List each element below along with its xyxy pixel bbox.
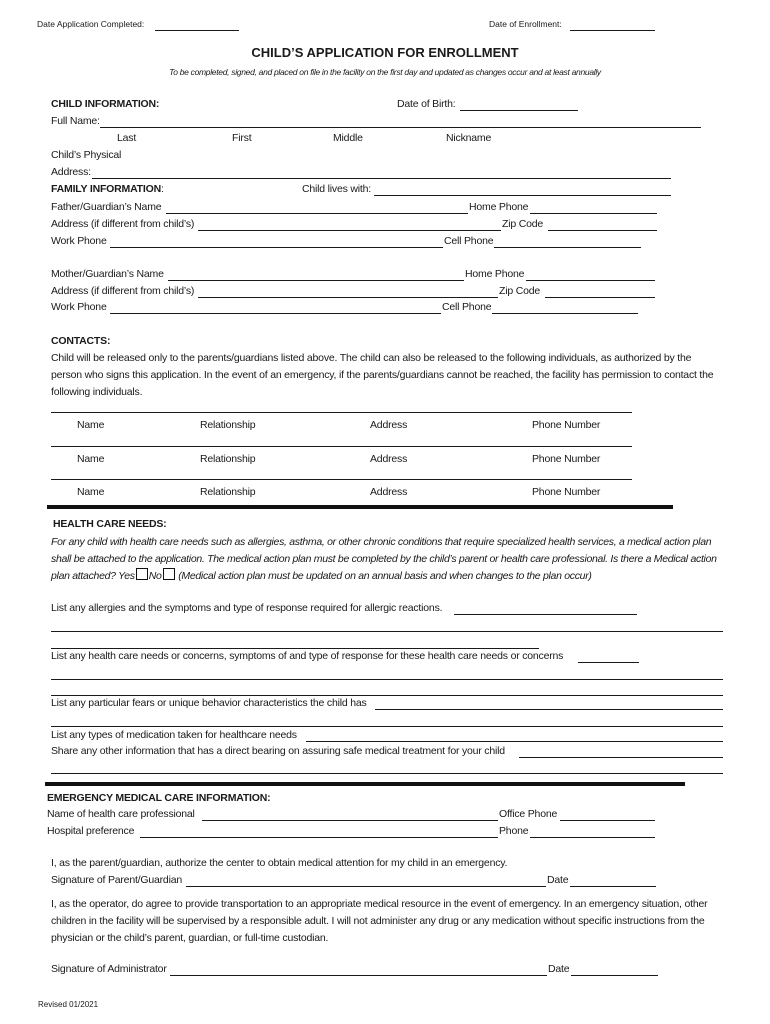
contact-row-2-line[interactable] <box>51 446 632 447</box>
parent-date-field[interactable] <box>570 886 656 887</box>
father-cell-phone-field[interactable] <box>494 247 641 248</box>
page-subtitle: To be completed, signed, and placed on file in the facility on the first day and updated as changes occur and at least annually <box>169 67 601 77</box>
needs-field-3[interactable] <box>51 695 723 696</box>
father-zip-label: Zip Code <box>502 218 544 230</box>
health-heading: HEALTH CARE NEEDS: <box>53 518 167 530</box>
allergies-field[interactable] <box>454 614 637 615</box>
child-address-field[interactable] <box>92 178 671 179</box>
office-phone-field[interactable] <box>560 820 655 821</box>
contact-row-3-line[interactable] <box>51 479 632 480</box>
father-cell-phone-label: Cell Phone <box>444 235 494 247</box>
dob-label: Date of Birth: <box>397 98 456 110</box>
signature-parent-field[interactable] <box>186 886 546 887</box>
contact-col-relationship: Relationship <box>200 486 256 498</box>
dob-field[interactable] <box>460 110 578 111</box>
emergency-heading: EMERGENCY MEDICAL CARE INFORMATION: <box>47 792 271 804</box>
father-home-phone-label: Home Phone <box>469 201 529 213</box>
parent-date-label: Date <box>547 874 569 886</box>
operator-text: I, as the operator, do agree to provide transportation to an appropriate medical resource in the event of emergency. In an emergency situation, other children in the facility will be supervised by a responsible adult. I will not administer any drug or any medication without specific instructions from the physician or the child’s parent, guardian, or full-time custodian. <box>51 898 708 944</box>
contact-col-phone: Phone Number <box>532 419 601 431</box>
signature-admin-label: Signature of Administrator <box>51 963 167 975</box>
mother-zip-label: Zip Code <box>499 285 541 297</box>
father-name-field[interactable] <box>166 213 468 214</box>
father-home-phone-field[interactable] <box>530 213 657 214</box>
mother-address-label: Address (if different from child’s) <box>51 285 195 297</box>
full-name-label: Full Name: <box>51 115 100 127</box>
office-phone-label: Office Phone <box>499 808 558 820</box>
name-part-middle: Middle <box>333 132 363 144</box>
mother-name-field[interactable] <box>168 280 464 281</box>
contact-col-address: Address <box>370 453 408 465</box>
father-work-phone-label: Work Phone <box>51 235 107 247</box>
contact-col-address: Address <box>370 486 408 498</box>
lives-with-label: Child lives with: <box>302 183 371 195</box>
contact-col-phone: Phone Number <box>532 453 601 465</box>
name-part-first: First <box>232 132 252 144</box>
contact-col-name: Name <box>77 453 105 465</box>
authorize-text: I, as the parent/guardian, authorize the center to obtain medical attention for my child in an emergency. <box>51 857 508 869</box>
father-address-field[interactable] <box>198 230 501 231</box>
yes-checkbox[interactable] <box>136 568 148 580</box>
mother-address-field[interactable] <box>198 297 498 298</box>
mother-name-label: Mother/Guardian’s Name <box>51 268 164 280</box>
name-part-nickname: Nickname <box>446 132 492 144</box>
contacts-heading: CONTACTS: <box>51 335 111 347</box>
health-intro: For any child with health care needs such as allergies, asthma, or other chronic conditions that require specialized health services, a medical action plan shall be attached to the application. The medical action plan must be completed by the child’s parent or health care professional. Is there a Medical action plan attached? Yes No (Medical action plan must be updated on an annual basis and when changes to the plan occur) <box>51 536 717 582</box>
other-info-field[interactable] <box>519 757 723 758</box>
contact-row-1-line[interactable] <box>51 412 632 413</box>
contact-col-relationship: Relationship <box>200 453 256 465</box>
no-checkbox[interactable] <box>163 568 175 580</box>
needs-field-2[interactable] <box>51 679 723 680</box>
family-info-heading: FAMILY INFORMATION: <box>51 183 164 195</box>
signature-parent-label: Signature of Parent/Guardian <box>51 874 182 886</box>
section-divider <box>47 505 673 509</box>
mother-zip-field[interactable] <box>545 297 655 298</box>
needs-label: List any health care needs or concerns, symptoms of and type of response for these health care needs or concerns <box>51 650 564 662</box>
mother-home-phone-label: Home Phone <box>465 268 525 280</box>
hospital-phone-field[interactable] <box>530 837 655 838</box>
father-address-label: Address (if different from child’s) <box>51 218 195 230</box>
address-label: Address: <box>51 166 91 178</box>
contact-col-phone: Phone Number <box>532 486 601 498</box>
mother-work-phone-label: Work Phone <box>51 301 107 313</box>
medication-label: List any types of medication taken for healthcare needs <box>51 729 297 741</box>
contacts-body: Child will be released only to the parents/guardians listed above. The child can also be released to the following individuals, as authorized by the person who signs this application. In the event of an emergency, if the parents/guardians cannot be reached, the facility has permission to contact the following individuals. <box>51 352 714 398</box>
lives-with-field[interactable] <box>374 195 671 196</box>
fears-field[interactable] <box>375 709 723 710</box>
allergies-field-2[interactable] <box>51 631 723 632</box>
hospital-phone-label: Phone <box>499 825 529 837</box>
contact-col-name: Name <box>77 419 105 431</box>
mother-cell-phone-field[interactable] <box>492 313 638 314</box>
hospital-label: Hospital preference <box>47 825 135 837</box>
professional-field[interactable] <box>202 820 498 821</box>
professional-label: Name of health care professional <box>47 808 195 820</box>
admin-date-field[interactable] <box>571 975 658 976</box>
date-completed-label: Date Application Completed: <box>37 19 145 29</box>
date-completed-field[interactable] <box>155 30 239 31</box>
father-name-label: Father/Guardian’s Name <box>51 201 162 213</box>
medication-field[interactable] <box>306 741 723 742</box>
physical-label: Child’s Physical <box>51 149 122 161</box>
page-title: CHILD’S APPLICATION FOR ENROLLMENT <box>251 45 519 60</box>
contact-col-address: Address <box>370 419 408 431</box>
father-work-phone-field[interactable] <box>110 247 443 248</box>
fears-label: List any particular fears or unique behavior characteristics the child has <box>51 697 367 709</box>
mother-cell-phone-label: Cell Phone <box>442 301 492 313</box>
admin-date-label: Date <box>548 963 570 975</box>
signature-admin-field[interactable] <box>170 975 547 976</box>
fears-field-2[interactable] <box>51 726 723 727</box>
other-info-label: Share any other information that has a direct bearing on assuring safe medical treatment for your child <box>51 745 505 757</box>
date-enrollment-field[interactable] <box>570 30 655 31</box>
mother-work-phone-field[interactable] <box>110 313 441 314</box>
hospital-field[interactable] <box>140 837 498 838</box>
child-info-heading: CHILD INFORMATION: <box>51 98 160 110</box>
date-enrollment-label: Date of Enrollment: <box>489 19 562 29</box>
name-part-last: Last <box>117 132 137 144</box>
full-name-field[interactable] <box>100 127 701 128</box>
mother-home-phone-field[interactable] <box>526 280 655 281</box>
needs-field[interactable] <box>578 662 639 663</box>
allergies-label: List any allergies and the symptoms and type of response required for allergic reactions. <box>51 602 443 614</box>
section-divider <box>45 782 685 786</box>
contact-col-relationship: Relationship <box>200 419 256 431</box>
father-zip-field[interactable] <box>548 230 657 231</box>
other-info-field-2[interactable] <box>51 773 723 774</box>
revised-date: Revised 01/2021 <box>38 1000 99 1009</box>
allergies-field-3[interactable] <box>51 648 539 649</box>
contact-col-name: Name <box>77 486 105 498</box>
